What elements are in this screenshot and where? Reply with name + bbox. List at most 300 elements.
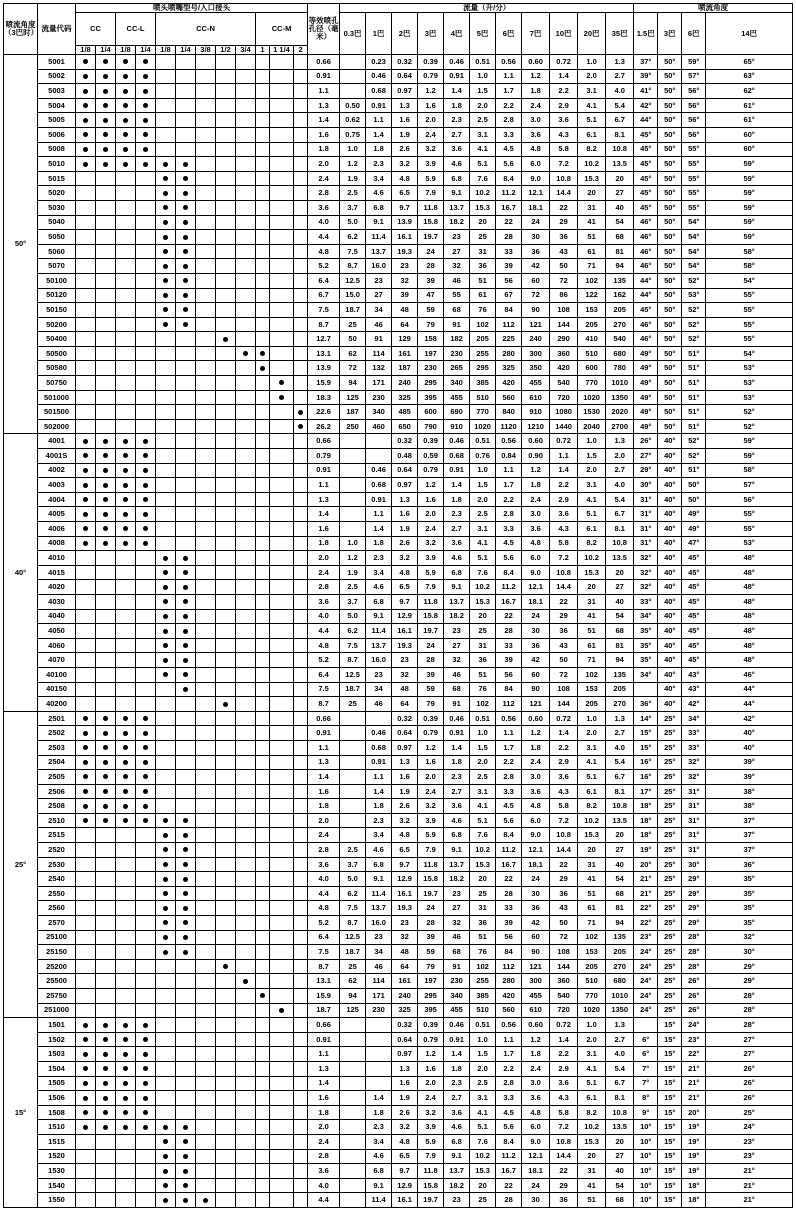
flow-cell: 1.9 [392,127,418,142]
orifice-cell: 4.8 [308,244,340,259]
flow-code-cell: 50500 [38,346,76,361]
flow-cell [340,434,366,449]
connection-empty [156,55,176,70]
flow-cell: 23 [392,259,418,274]
table-row [4,551,793,566]
orifice-cell: 1.6 [308,784,340,799]
connection-dot [136,449,156,464]
flow-cell: 1020 [578,1003,606,1018]
connection-empty [236,317,256,332]
flow-cell: 3.1 [470,127,496,142]
spray-angle-cell: 7° [634,1061,658,1076]
flow-code-cell: 4050 [38,624,76,639]
flow-cell: 1010 [606,376,634,391]
spray-angle-cell: 56° [682,84,706,99]
connection-dot [176,215,196,230]
connection-empty [236,419,256,434]
connection-empty [236,288,256,303]
flow-cell: 4.1 [470,1105,496,1120]
connection-empty [156,770,176,785]
spray-angle-cell: 46° [634,215,658,230]
connection-empty [236,1164,256,1179]
flow-cell: 22 [550,1164,578,1179]
flow-cell: 24 [522,1178,550,1193]
connection-empty [76,405,96,420]
flow-cell: 0.46 [444,1018,470,1033]
table-row [4,215,793,230]
connection-empty [256,959,270,974]
table-row [4,449,793,464]
connection-empty [256,770,270,785]
flow-cell: 0.32 [392,1018,418,1033]
flow-cell [340,726,366,741]
flow-cell: 240 [392,989,418,1004]
spray-angle-cell: 7° [634,1076,658,1091]
connection-empty [236,828,256,843]
flow-cell: 46 [444,930,470,945]
flow-cell: 84 [496,303,522,318]
connection-empty [196,186,216,201]
header-flow-code: 流量代码 [38,4,76,55]
spray-angle-cell: 50° [658,376,682,391]
connection-empty [156,332,176,347]
connection-empty [96,565,116,580]
orifice-cell: 1.6 [308,127,340,142]
spray-angle-cell: 14° [634,711,658,726]
connection-empty [96,945,116,960]
connection-empty [236,127,256,142]
conn-group-ccm: CC-M [256,12,308,45]
table-row [4,200,793,215]
flow-cell: 4.0 [606,84,634,99]
connection-dot [136,784,156,799]
orifice-cell: 2.0 [308,1120,340,1135]
flow-cell: 1.6 [392,770,418,785]
connection-empty [236,171,256,186]
connection-empty [236,536,256,551]
connection-empty [236,740,256,755]
connection-empty [236,682,256,697]
spray-angle-cell: 52° [682,317,706,332]
connection-empty [270,1164,294,1179]
connection-empty [196,740,216,755]
connection-empty [294,1193,308,1208]
flow-cell: 187 [340,405,366,420]
connection-empty [216,667,236,682]
flow-cell: 250 [340,419,366,434]
connection-empty [270,1061,294,1076]
spray-angle-cell: 29° [634,463,658,478]
flow-cell: 455 [444,1003,470,1018]
connection-dot [96,463,116,478]
spray-angle-cell: 34° [634,667,658,682]
orifice-cell: 2.8 [308,580,340,595]
flow-code-cell: 4001 [38,434,76,449]
connection-empty [76,945,96,960]
connection-dot [76,449,96,464]
flow-cell: 510 [470,1003,496,1018]
orifice-cell: 26.2 [308,419,340,434]
connection-empty [256,273,270,288]
spray-angle-cell: 25° [658,886,682,901]
connection-dot [96,1091,116,1106]
spray-angle-cell: 29° [706,959,793,974]
connection-empty [196,419,216,434]
connection-dot [294,419,308,434]
orifice-cell: 6.4 [308,273,340,288]
spray-angle-cell: 30° [634,478,658,493]
flow-cell [340,449,366,464]
flow-cell: 10.8 [606,1105,634,1120]
flow-cell: 32 [444,653,470,668]
flow-cell: 42 [522,916,550,931]
flow-code-cell: 1502 [38,1032,76,1047]
flow-cell: 51 [470,930,496,945]
connection-dot [116,463,136,478]
flow-cell: 4.6 [444,157,470,172]
flow-cell: 270 [606,959,634,974]
flow-cell: 71 [578,916,606,931]
connection-empty [256,1193,270,1208]
flow-cell [340,84,366,99]
spray-angle-cell: 50° [658,346,682,361]
connection-empty [116,872,136,887]
flow-code-cell: 2540 [38,872,76,887]
connection-empty [236,230,256,245]
flow-cell: 20 [470,872,496,887]
conn-group-cc: CC [76,12,116,45]
connection-dot [156,303,176,318]
connection-dot [176,551,196,566]
connection-empty [270,127,294,142]
connection-empty [196,916,216,931]
flow-cell: 5.6 [496,1120,522,1135]
flow-cell [340,784,366,799]
flow-cell: 0.51 [470,434,496,449]
flow-cell: 350 [522,361,550,376]
connection-empty [156,1076,176,1091]
spray-angle-cell: 49° [634,405,658,420]
connection-empty [294,244,308,259]
connection-empty [96,303,116,318]
spray-angle-cell: 55° [682,200,706,215]
connection-empty [236,463,256,478]
flow-cell: 16.1 [392,1193,418,1208]
flow-cell: 205 [606,303,634,318]
spray-angle-cell: 50° [658,200,682,215]
orifice-cell: 0.66 [308,711,340,726]
flow-code-cell: 25500 [38,974,76,989]
flow-cell: 39 [496,653,522,668]
spray-angle-cell: 25° [658,784,682,799]
spray-angle-cell: 55° [682,186,706,201]
flow-cell: 5.0 [340,215,366,230]
connection-empty [116,1149,136,1164]
connection-empty [116,609,136,624]
connection-empty [116,594,136,609]
flow-cell: 1.4 [444,84,470,99]
flow-code-cell: 4001S [38,449,76,464]
flow-cell: 4.8 [392,828,418,843]
flow-code-cell: 2520 [38,843,76,858]
flow-cell: 13.7 [366,638,392,653]
connection-empty [116,361,136,376]
table-row [4,492,793,507]
orifice-cell: 1.3 [308,98,340,113]
connection-empty [270,799,294,814]
table-row [4,667,793,682]
table-row [4,857,793,872]
flow-cell: 153 [578,682,606,697]
orifice-cell: 1.1 [308,478,340,493]
flow-cell: 0.64 [392,463,418,478]
flow-cell: 0.79 [418,726,444,741]
flow-cell: 27 [606,580,634,595]
flow-cell: 410 [578,332,606,347]
connection-empty [294,1076,308,1091]
flow-cell: 36 [470,259,496,274]
connection-empty [236,492,256,507]
connection-empty [270,463,294,478]
flow-cell: 125 [340,1003,366,1018]
flow-cell [340,478,366,493]
flow-cell: 76 [470,303,496,318]
spray-angle-cell: 58° [706,244,793,259]
connection-empty [196,843,216,858]
flow-cell [340,1120,366,1135]
connection-dot [76,98,96,113]
connection-empty [176,390,196,405]
flow-code-cell: 1530 [38,1164,76,1179]
connection-empty [196,580,216,595]
connection-empty [156,69,176,84]
flow-cell: 1.9 [392,784,418,799]
spray-angle-cell: 15° [658,1018,682,1033]
connection-empty [96,288,116,303]
connection-dot [96,784,116,799]
spray-angle-cell: 58° [706,259,793,274]
connection-empty [136,682,156,697]
flow-code-cell: 4020 [38,580,76,595]
flow-cell: 1.0 [340,142,366,157]
flow-cell [366,1047,392,1062]
spray-angle-cell: 22° [682,1047,706,1062]
flow-cell: 18.2 [444,1178,470,1193]
connection-dot [176,580,196,595]
connection-empty [236,98,256,113]
table-row [4,273,793,288]
connection-empty [196,332,216,347]
connection-empty [270,886,294,901]
connection-empty [236,945,256,960]
connection-empty [196,784,216,799]
connection-empty [76,872,96,887]
connection-empty [116,317,136,332]
spray-angle-cell: 52° [682,303,706,318]
flow-cell: 7.2 [550,813,578,828]
flow-cell: 1.9 [340,171,366,186]
spray-angle-cell: 50° [658,127,682,142]
connection-empty [216,288,236,303]
flow-cell: 90 [522,682,550,697]
flow-cell: 13.7 [444,1164,470,1179]
flow-cell: 4.6 [444,551,470,566]
spray-angle-cell: 25° [658,930,682,945]
connection-empty [216,886,236,901]
flow-cell: 14.4 [550,1149,578,1164]
flow-cell: 39 [496,916,522,931]
flow-cell: 2.0 [418,113,444,128]
connection-dot [136,1105,156,1120]
connection-empty [294,1105,308,1120]
spray-angle-cell: 45° [634,171,658,186]
table-row [4,113,793,128]
orifice-cell: 7.5 [308,682,340,697]
flow-cell: 4.1 [578,1061,606,1076]
connection-empty [236,989,256,1004]
connection-empty [196,376,216,391]
orifice-cell: 8.7 [308,959,340,974]
connection-empty [76,361,96,376]
connection-empty [156,361,176,376]
connection-empty [76,682,96,697]
flow-code-cell: 4003 [38,478,76,493]
connection-empty [196,1047,216,1062]
flow-cell: 205 [578,317,606,332]
flow-cell: 11.4 [366,624,392,639]
flow-cell: 19.3 [392,901,418,916]
orifice-cell: 1.8 [308,799,340,814]
flow-cell: 16.1 [392,624,418,639]
flow-cell: 385 [470,376,496,391]
spray-angle-cell: 44° [634,113,658,128]
orifice-cell: 15.9 [308,376,340,391]
conn-size-5: 1/4 [176,46,196,55]
flow-cell: 205 [578,697,606,712]
flow-code-cell: 2515 [38,828,76,843]
header-spray-angle-3bar: 喷流角度（3巴时） [4,4,38,55]
spray-angle-cell: 25° [658,755,682,770]
spray-angle-cell: 59° [706,186,793,201]
connection-empty [136,332,156,347]
connection-empty [96,1134,116,1149]
flow-cell: 7.2 [550,157,578,172]
connection-empty [196,69,216,84]
flow-cell: 3.6 [550,507,578,522]
connection-empty [256,1134,270,1149]
flow-code-cell: 1515 [38,1134,76,1149]
orifice-cell: 12.7 [308,332,340,347]
flow-cell: 610 [522,1003,550,1018]
connection-empty [196,273,216,288]
connection-dot [76,55,96,70]
flow-cell: 15.3 [578,1134,606,1149]
spray-angle-cell: 27° [706,1032,793,1047]
flow-cell: 510 [578,346,606,361]
flow-cell: 20 [578,580,606,595]
spray-angle-cell: 24° [634,989,658,1004]
flow-cell [340,828,366,843]
flow-cell: 2.4 [522,755,550,770]
header-nozzle-group: 喷头喷嘴型号/入口接头 [76,4,308,13]
flow-cell: 2.0 [418,1076,444,1091]
connection-empty [96,580,116,595]
connection-empty [136,390,156,405]
connection-empty [196,609,216,624]
connection-empty [236,478,256,493]
spray-angle-cell: 49° [634,361,658,376]
flow-cell: 1.6 [392,507,418,522]
connection-dot [76,1018,96,1033]
table-row [4,726,793,741]
flow-cell: 3.2 [392,551,418,566]
connection-empty [256,419,270,434]
flow-cell: 4.5 [496,142,522,157]
connection-empty [294,127,308,142]
connection-dot [116,784,136,799]
flow-cell: 135 [606,667,634,682]
spray-angle-cell: 21° [682,1076,706,1091]
flow-cell: 2.7 [444,127,470,142]
spray-angle-cell: 57° [706,478,793,493]
flow-code-cell: 5060 [38,244,76,259]
flow-cell: 40 [606,1164,634,1179]
flow-cell: 7.9 [418,580,444,595]
connection-empty [196,594,216,609]
connection-empty [294,492,308,507]
spray-angle-cell: 29° [682,916,706,931]
connection-empty [236,1018,256,1033]
flow-cell: 680 [606,346,634,361]
flow-cell: 6.8 [366,200,392,215]
spray-angle-cell: 35° [634,624,658,639]
connection-dot [96,55,116,70]
flow-cell: 3.2 [392,813,418,828]
connection-empty [156,434,176,449]
connection-dot [76,770,96,785]
connection-empty [176,55,196,70]
orifice-cell: 1.3 [308,1061,340,1076]
connection-empty [156,989,176,1004]
flow-cell: 0.48 [392,449,418,464]
spray-angle-cell: 39° [706,770,793,785]
connection-empty [270,288,294,303]
spray-angle-cell: 40° [658,609,682,624]
orifice-cell: 3.6 [308,857,340,872]
connection-dot [136,740,156,755]
connection-dot [76,755,96,770]
flow-cell: 41 [578,215,606,230]
connection-empty [236,901,256,916]
flow-cell: 1210 [522,419,550,434]
connection-empty [176,507,196,522]
flow-cell: 3.6 [522,522,550,537]
connection-empty [96,594,116,609]
connection-dot [116,113,136,128]
spray-angle-cell: 8° [634,1091,658,1106]
connection-empty [294,770,308,785]
flow-cell: 8.7 [340,916,366,931]
flow-cell: 15.3 [578,171,606,186]
orifice-cell: 5.2 [308,916,340,931]
angle-p-6: 6巴 [682,12,706,54]
flow-cell: 2.0 [418,507,444,522]
flow-cell: 20 [578,843,606,858]
connection-empty [196,799,216,814]
flow-cell: 25 [470,624,496,639]
connection-empty [216,361,236,376]
flow-cell: 61 [578,244,606,259]
